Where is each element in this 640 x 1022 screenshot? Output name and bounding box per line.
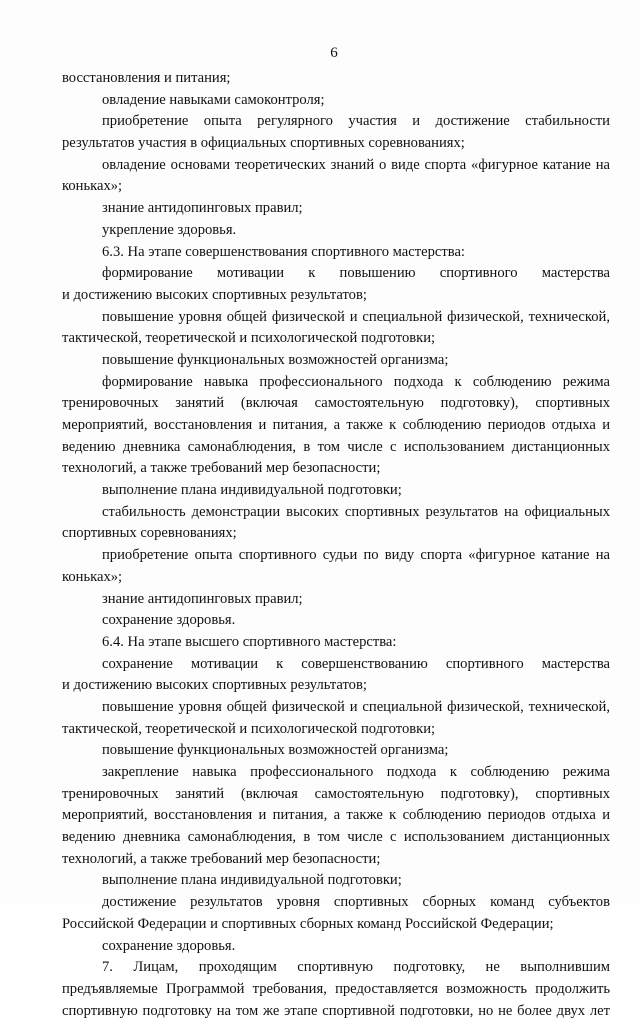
text-line: укрепление здоровья.: [102, 221, 237, 238]
text-line: тактической, теоретической и психологической подготовки;: [62, 330, 436, 347]
text-line: мероприятий, восстановления и питания, а также к соблюдению периодов отдыха и: [62, 417, 610, 433]
text-line: коньках»;: [62, 568, 123, 585]
text-line: спортивную подготовку на том же этапе спортивной подготовки, но не более двух лет: [62, 1002, 610, 1019]
text-line: мероприятий, восстановления и питания, а также к соблюдению периодов отдыха и: [62, 807, 610, 824]
text-line: знание антидопинговых правил;: [102, 200, 303, 217]
text-line: сохранение здоровья.: [102, 937, 236, 954]
text-line: предъявляемые Программой требования, предоставляется возможность продолжить: [62, 980, 610, 997]
text-line: повышение функциональных возможностей организма;: [102, 351, 449, 368]
text-line: спортивных соревнованиях;: [62, 525, 237, 542]
text-line: закрепление навыка профессионального подхода к соблюдению режима: [102, 764, 610, 780]
text-line: тренировочных занятий (включая самостоятельную подготовку), спортивных: [62, 395, 610, 412]
text-line: достижение результатов уровня спортивных сборных команд субъектов: [102, 894, 610, 911]
text-line: 6.4. На этапе высшего спортивного мастерства:: [102, 633, 397, 650]
text-line: тактической, теоретической и психологической подготовки;: [62, 720, 436, 737]
text-line: повышение уровня общей физической и специальной физической, технической,: [102, 308, 610, 325]
text-line: тренировочных занятий (включая самостоятельную подготовку), спортивных: [62, 785, 610, 802]
text-line: 6.3. На этапе совершенствования спортивного мастерства:: [102, 243, 465, 260]
text-line: и достижению высоких спортивных результатов;: [62, 677, 367, 694]
text-line: овладение основами теоретических знаний о виде спорта «фигурное катание на: [102, 156, 610, 173]
document-body: [62, 68, 610, 1022]
text-line: Российской Федерации и спортивных сборных команд Российской Федерации;: [62, 915, 554, 932]
text-line: приобретение опыта спортивного судьи по виду спорта «фигурное катание на: [102, 547, 610, 564]
text-line: технологий, а также требований мер безопасности;: [62, 460, 381, 477]
text-line: приобретение опыта регулярного участия и достижение стабильности: [102, 113, 610, 130]
text-line: 7. Лицам, проходящим спортивную подготовку, не выполнившим: [102, 959, 610, 976]
text-line: овладение навыками самоконтроля;: [102, 91, 325, 108]
text-line: знание антидопинговых правил;: [102, 590, 303, 607]
page-number: 6: [330, 45, 338, 61]
text-line: коньках»;: [62, 178, 123, 195]
text-line: повышение уровня общей физической и специальной физической, технической,: [102, 698, 610, 715]
text-line: и достижению высоких спортивных результатов;: [62, 286, 367, 303]
text-line: формирование навыка профессионального подхода к соблюдению режима: [102, 373, 610, 390]
text-line: сохранение мотивации к совершенствованию спортивного мастерства: [102, 655, 610, 672]
text-line: восстановления и питания;: [62, 70, 231, 86]
text-line: выполнение плана индивидуальной подготовки;: [102, 872, 402, 889]
text-line: сохранение здоровья.: [102, 612, 236, 629]
text-line: результатов участия в официальных спортивных соревнованиях;: [62, 135, 465, 152]
text-line: стабильность демонстрации высоких спортивных результатов на официальных: [102, 503, 610, 520]
text-line: ведению дневника самонаблюдения, в том числе с использованием дистанционных: [62, 829, 610, 846]
text-line: технологий, а также требований мер безопасности;: [62, 850, 381, 867]
text-line: ведению дневника самонаблюдения, в том числе с использованием дистанционных: [62, 438, 610, 455]
text-line: формирование мотивации к повышению спортивного мастерства: [102, 265, 610, 282]
text-line: выполнение плана индивидуальной подготовки;: [102, 482, 402, 499]
text-line: повышение функциональных возможностей организма;: [102, 742, 449, 759]
